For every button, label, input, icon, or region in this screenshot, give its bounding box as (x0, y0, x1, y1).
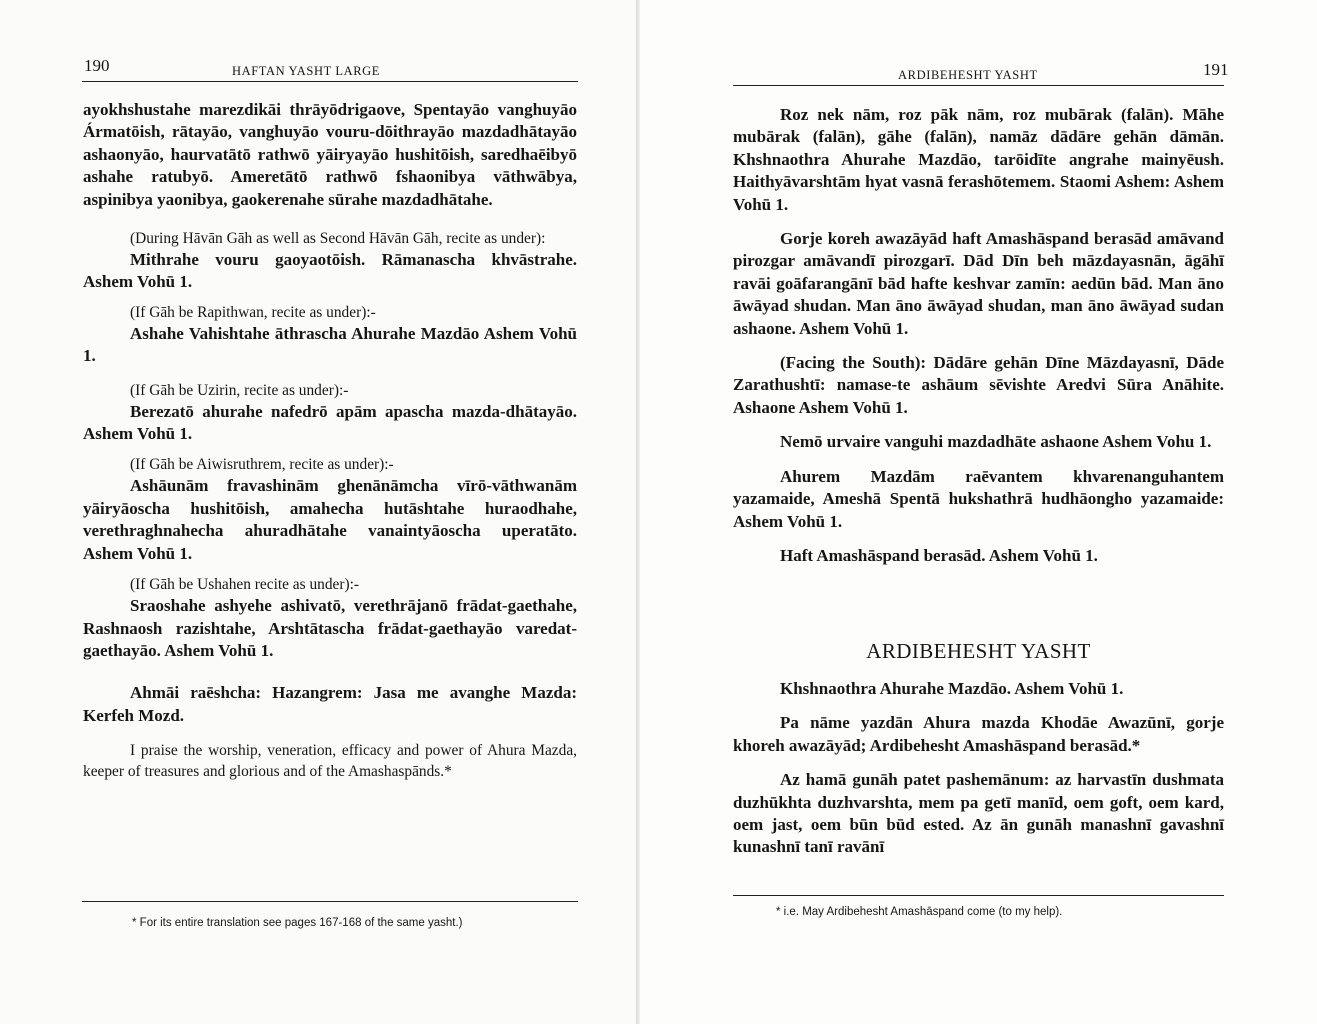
paragraph: Gorje koreh awazāyād haft Amashāspand berasād amāvand pirozgar amāvandī pirozgarī. Dād Dīn beh māzdayasnān, āgāhī ravāi goāfarangānī bād hafte keshvar zamīn: aedūn bād. Man āno āwāyad shudan. Man āno āwāyad shudan, man āno āwāyad sudan ashaone. Ashem Vohū 1. (733, 229, 1224, 338)
footnote: * i.e. May Ardibehesht Amashāspand come (to my help). (776, 906, 1063, 918)
text-column (83, 99, 577, 782)
paragraph: Berezatō ahurahe nafedrō apām apascha mazda-dhātayāo. Ashem Vohū 1. (83, 401, 577, 444)
translation-paragraph: I praise the worship, veneration, efficacy and power of Ahura Mazda, keeper of treasures and glorious and of the Amashaspānds.* (83, 742, 577, 781)
footnote-rule (733, 895, 1224, 896)
right-page (640, 0, 1317, 1024)
header-rule (82, 81, 578, 82)
paragraph: Nemō urvaire vanguhi mazdadhāte ashaone Ashem Vohu 1. (780, 432, 1212, 452)
footnote: * For its entire translation see pages 167-168 of the same yasht.) (132, 917, 463, 929)
paragraph: Ashāunām fravashinām ghenānāmcha vīrō-vāthwanām yāiryāoscha hushitōish, amahecha hutāshtahe huraodhahe, verethraghnahecha ahuradhātahe vanaintyāoscha uperatāto. Ashem Vohū 1. (83, 476, 577, 563)
instruction-text: (If Gāh be Aiwisruthrem, recite as under):- (130, 456, 394, 474)
instruction-text: (If Gāh be Ushahen recite as under):- (130, 576, 360, 594)
paragraph: Pa nāme yazdān Ahura mazda Khodāe Awazūnī, gorje khoreh awazāyād; Ardibehesht Amashāspand berasād.* (733, 713, 1224, 755)
paragraph: Ahmāi raēshcha: Hazangrem: Jasa me avanghe Mazda: Kerfeh Mozd. (83, 683, 577, 725)
page-number: 190 (84, 56, 110, 75)
paragraph: Ashahe Vahishtahe āthrascha Ahurahe Mazdāo Ashem Vohū 1. (83, 323, 577, 366)
instruction-text: (If Gāh be Uzirin, recite as under):- (130, 381, 349, 399)
paragraph: Sraoshahe ashyehe ashivatō, verethrājanō frādat-gaethahe, Rashnaosh razishtahe, Arshtātascha frādat-gaethayāo varedat-gaethayāo. Ashem Vohū 1. (83, 596, 577, 660)
page-number: 191 (1203, 60, 1229, 79)
running-head: ARDIBEHESHT YASHT (898, 68, 1038, 82)
left-page (0, 0, 640, 1024)
text-column-lower (733, 678, 1224, 859)
paragraph: Khshnaothra Ahurahe Mazdāo. Ashem Vohū 1. (780, 679, 1124, 698)
paragraph: Haft Amashāspand berasād. Ashem Vohū 1. (780, 545, 1098, 565)
instruction-text: (During Hāvān Gāh as well as Second Hāvān Gāh, recite as under): (130, 230, 546, 248)
paragraph: Roz nek nām, roz pāk nām, roz mubārak (falān). Māhe mubārak (falān), gāhe (falān), namāz dādāre gehān dāmān. Khshnaothra Ahurahe Mazdāo, tarōidīte angrahe mainyēush. Haithyāvarshtām hyat vasnā ferashōtemem. Staomi Ashem: Ashem Vohū 1. (733, 105, 1224, 214)
header-rule (733, 85, 1224, 86)
section-heading: ARDIBEHESHT YASHT (866, 639, 1091, 663)
text-column (733, 104, 1224, 567)
instruction-text: (If Gāh be Rapithwan, recite as under):- (130, 303, 376, 321)
paragraph: ayokhshustahe marezdikāi thrāyōdrigaove, Spentayāo vanghuyāo Ármatōish, rātayāo, vanghuyāo vouru-dōithrayāo mazdadhātayāo ashaonyāo, haurvatātō rathwō yāiryayāo hushitōish, saredhaēibyō ashahe ratubyō. Ameretātō rathwō fshaonibya vāthwābya, aspinibya yaonibya, gaokerenahe sūrahe mazdadhātahe. (83, 100, 577, 209)
paragraph: Ahurem Mazdām raēvantem khvarenanguhantem yazamaide, Ameshā Spentā hukshathrā hudhāongho yazamaide: Ashem Vohū 1. (733, 466, 1224, 531)
paragraph: (Facing the South): Dādāre gehān Dīne Māzdayasnī, Dāde Zarathushtī: namase-te ashāum sēvishte Aredvi Sūra Anāhite. Ashaone Ashem Vohū 1. (733, 353, 1224, 417)
paragraph: Az hamā gunāh patet pashemānum: az harvastīn dushmata duzhūkhta duzhvarshta, mem pa getī manīd, oem goft, oem kard, oem jast, oem būn būd ested. Az ān gunāh manashnī gavashnī kunashnī tanī ravānī (733, 770, 1224, 857)
footnote-rule (82, 901, 578, 902)
paragraph: Mithrahe vouru gaoyaotōish. Rāmanascha khvāstrahe. Ashem Vohū 1. (83, 250, 577, 292)
running-head: HAFTAN YASHT LARGE (232, 64, 381, 78)
